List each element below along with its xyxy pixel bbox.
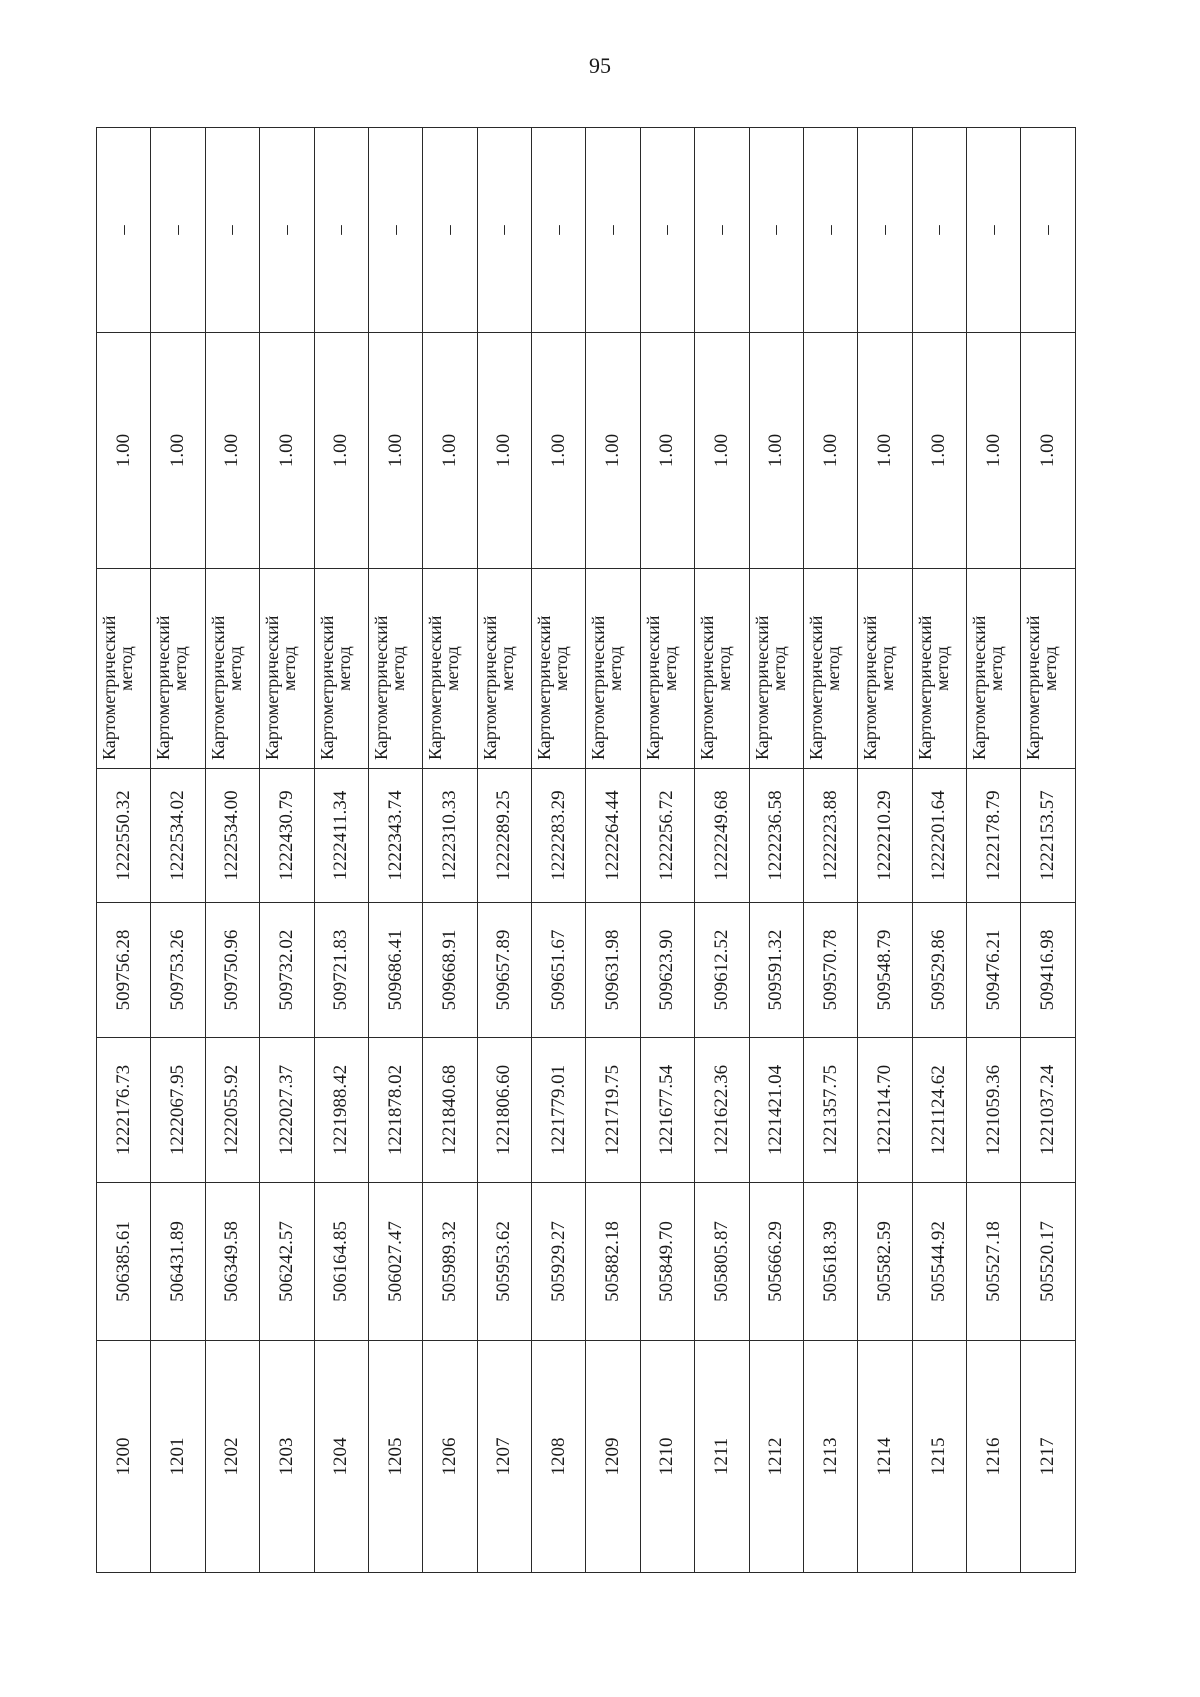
method-line-1: Картометрический [697, 615, 718, 760]
accuracy-cell: 1.00 [803, 333, 857, 569]
note-cell: – [151, 128, 205, 333]
method-line-1: Картометрический [99, 615, 119, 760]
accuracy-cell: 1.00 [151, 333, 205, 569]
note-cell: – [803, 128, 857, 333]
accuracy-cell: 1.00 [205, 333, 259, 569]
coord-y1-cell: 1221622.36 [695, 1038, 749, 1183]
point-number-cell: 1217 [1021, 1341, 1076, 1573]
method-line-1: Картометрический [751, 615, 772, 760]
coord-y2-cell: 1222210.29 [858, 769, 912, 903]
point-number-cell: 1210 [640, 1341, 694, 1573]
coord-x2-cell: 509686.41 [368, 903, 422, 1038]
coord-x1-cell: 505527.18 [967, 1183, 1021, 1341]
coord-x2-cell: 509750.96 [205, 903, 259, 1038]
note-cell: – [260, 128, 314, 333]
point-number-cell: 1208 [532, 1341, 586, 1573]
table-row [1021, 128, 1076, 1573]
point-number-cell: 1212 [749, 1341, 803, 1573]
point-number-cell: 1211 [695, 1341, 749, 1573]
coord-x2-cell: 509631.98 [586, 903, 640, 1038]
coord-y2-cell: 1222201.64 [912, 769, 966, 903]
note-cell: – [912, 128, 966, 333]
method-line-2: метод [877, 646, 898, 691]
coord-y1-cell: 1221840.68 [423, 1038, 477, 1183]
coord-x1-cell: 505582.59 [858, 1183, 912, 1341]
method-line-1: Картометрический [370, 615, 391, 760]
method-cell [205, 569, 259, 769]
coord-x1-cell: 505520.17 [1021, 1183, 1076, 1341]
point-number-cell: 1203 [260, 1341, 314, 1573]
note-cell: – [749, 128, 803, 333]
coord-x2-cell: 509732.02 [260, 903, 314, 1038]
coord-y2-cell: 1222249.68 [695, 769, 749, 903]
accuracy-cell: 1.00 [314, 333, 368, 569]
coord-y1-cell: 1221214.70 [858, 1038, 912, 1183]
point-number-cell: 1216 [967, 1341, 1021, 1573]
table-row [97, 128, 151, 1573]
method-cell [749, 569, 803, 769]
coord-y2-cell: 1222223.88 [803, 769, 857, 903]
note-cell: – [314, 128, 368, 333]
table-row [912, 128, 966, 1573]
accuracy-cell: 1.00 [423, 333, 477, 569]
method-line-1: Картометрический [207, 615, 228, 760]
coord-x2-cell: 509548.79 [858, 903, 912, 1038]
table-row [803, 128, 857, 1573]
method-line-2: метод [768, 646, 789, 691]
coord-y1-cell: 1221357.75 [803, 1038, 857, 1183]
table-row [477, 128, 531, 1573]
method-cell [314, 569, 368, 769]
coord-x1-cell: 506349.58 [205, 1183, 259, 1341]
coord-y1-cell: 1221878.02 [368, 1038, 422, 1183]
point-number-cell: 1201 [151, 1341, 205, 1573]
coord-x2-cell: 509612.52 [695, 903, 749, 1038]
method-cell [97, 569, 151, 769]
note-cell: – [640, 128, 694, 333]
method-line-1: Картометрический [969, 615, 989, 760]
coord-y2-cell: 1222550.32 [97, 769, 151, 903]
point-number-cell: 1206 [423, 1341, 477, 1573]
accuracy-cell: 1.00 [586, 333, 640, 569]
method-line-2: метод [605, 646, 626, 691]
coord-y2-cell: 1222236.58 [749, 769, 803, 903]
method-cell [532, 569, 586, 769]
coord-x1-cell: 505929.27 [532, 1183, 586, 1341]
coord-x1-cell: 506242.57 [260, 1183, 314, 1341]
coord-x2-cell: 509756.28 [97, 903, 151, 1038]
coord-x2-cell: 509476.21 [967, 903, 1021, 1038]
note-cell: – [423, 128, 477, 333]
point-number-cell: 1202 [205, 1341, 259, 1573]
method-line-2: метод [714, 646, 735, 691]
coord-x2-cell: 509657.89 [477, 903, 531, 1038]
coord-x1-cell: 505953.62 [477, 1183, 531, 1341]
method-line-2: метод [333, 646, 354, 691]
method-cell [423, 569, 477, 769]
point-number-cell: 1213 [803, 1341, 857, 1573]
method-line-1: Картометрический [153, 615, 174, 760]
coord-x2-cell: 509416.98 [1021, 903, 1076, 1038]
accuracy-cell: 1.00 [477, 333, 531, 569]
method-cell [586, 569, 640, 769]
method-line-1: Картометрический [914, 615, 935, 760]
coord-x1-cell: 505805.87 [695, 1183, 749, 1341]
coord-x2-cell: 509591.32 [749, 903, 803, 1038]
coord-x1-cell: 506164.85 [314, 1183, 368, 1341]
coord-x2-cell: 509651.67 [532, 903, 586, 1038]
coord-x1-cell: 505882.18 [586, 1183, 640, 1341]
coordinates-table [96, 128, 1076, 1573]
coord-x2-cell: 509529.86 [912, 903, 966, 1038]
point-number-cell: 1200 [97, 1341, 151, 1573]
coord-y1-cell: 1221988.42 [314, 1038, 368, 1183]
coord-x1-cell: 505618.39 [803, 1183, 857, 1341]
method-cell [695, 569, 749, 769]
note-cell: – [368, 128, 422, 333]
method-line-2: метод [931, 646, 952, 691]
table-row [314, 128, 368, 1573]
method-cell [368, 569, 422, 769]
method-line-2: метод [551, 646, 571, 691]
accuracy-cell: 1.00 [1021, 333, 1076, 569]
page-number: 95 [589, 53, 611, 78]
table-row [423, 128, 477, 1573]
accuracy-cell: 1.00 [260, 333, 314, 569]
table-row [260, 128, 314, 1573]
accuracy-cell: 1.00 [97, 333, 151, 569]
coord-x2-cell: 509668.91 [423, 903, 477, 1038]
method-line-1: Картометрический [642, 615, 663, 760]
coord-y2-cell: 1222411.34 [314, 769, 368, 903]
method-cell [967, 569, 1021, 769]
accuracy-cell: 1.00 [695, 333, 749, 569]
coord-x1-cell: 505989.32 [423, 1183, 477, 1341]
method-line-1: Картометрический [805, 615, 826, 760]
method-line-2: метод [496, 646, 517, 691]
method-line-1: Картометрический [588, 615, 609, 760]
table-row [640, 128, 694, 1573]
accuracy-cell: 1.00 [749, 333, 803, 569]
coord-y2-cell: 1222153.57 [1021, 769, 1076, 903]
coord-x1-cell: 506027.47 [368, 1183, 422, 1341]
table-row [532, 128, 586, 1573]
note-cell: – [1021, 128, 1076, 333]
coord-y1-cell: 1222176.73 [97, 1038, 151, 1183]
coord-y1-cell: 1221779.01 [532, 1038, 586, 1183]
coord-x1-cell: 506385.61 [97, 1183, 151, 1341]
method-line-1: Картометрический [316, 615, 337, 760]
method-line-2: метод [659, 646, 680, 691]
coord-y2-cell: 1222534.00 [205, 769, 259, 903]
note-cell: – [532, 128, 586, 333]
point-number-cell: 1215 [912, 1341, 966, 1573]
method-line-1: Картометрический [860, 615, 881, 760]
coord-y1-cell: 1222027.37 [260, 1038, 314, 1183]
note-cell: – [858, 128, 912, 333]
method-cell [1021, 569, 1076, 769]
coord-x1-cell: 505849.70 [640, 1183, 694, 1341]
method-cell [858, 569, 912, 769]
coord-y1-cell: 1221719.75 [586, 1038, 640, 1183]
table-row [858, 128, 912, 1573]
coord-y2-cell: 1222534.02 [151, 769, 205, 903]
method-cell [803, 569, 857, 769]
point-number-cell: 1207 [477, 1341, 531, 1573]
accuracy-cell: 1.00 [858, 333, 912, 569]
method-line-1: Картометрический [479, 615, 500, 760]
coord-x1-cell: 506431.89 [151, 1183, 205, 1341]
table-row [695, 128, 749, 1573]
method-cell [151, 569, 205, 769]
coord-x2-cell: 509623.90 [640, 903, 694, 1038]
coord-y1-cell: 1222055.92 [205, 1038, 259, 1183]
point-number-cell: 1209 [586, 1341, 640, 1573]
coord-y2-cell: 1222289.25 [477, 769, 531, 903]
method-cell [912, 569, 966, 769]
coord-y1-cell: 1222067.95 [151, 1038, 205, 1183]
coord-y2-cell: 1222343.74 [368, 769, 422, 903]
coord-y2-cell: 1222178.79 [967, 769, 1021, 903]
coord-x2-cell: 509721.83 [314, 903, 368, 1038]
method-line-1: Картометрический [425, 615, 446, 760]
coord-y1-cell: 1221037.24 [1021, 1038, 1076, 1183]
point-number-cell: 1205 [368, 1341, 422, 1573]
method-cell [260, 569, 314, 769]
method-line-2: метод [279, 646, 300, 691]
method-line-2: метод [822, 646, 843, 691]
table-row [205, 128, 259, 1573]
coord-x2-cell: 509753.26 [151, 903, 205, 1038]
point-number-cell: 1204 [314, 1341, 368, 1573]
note-cell: – [695, 128, 749, 333]
coord-y2-cell: 1222310.33 [423, 769, 477, 903]
accuracy-cell: 1.00 [532, 333, 586, 569]
note-cell: – [967, 128, 1021, 333]
note-cell: – [586, 128, 640, 333]
note-cell: – [97, 128, 151, 333]
method-line-1: Картометрический [1023, 615, 1044, 760]
method-line-1: Картометрический [534, 615, 554, 760]
coord-y1-cell: 1221124.62 [912, 1038, 966, 1183]
method-line-1: Картометрический [262, 615, 283, 760]
accuracy-cell: 1.00 [967, 333, 1021, 569]
accuracy-cell: 1.00 [640, 333, 694, 569]
method-line-2: метод [116, 646, 136, 691]
table-row [749, 128, 803, 1573]
table-row [151, 128, 205, 1573]
coord-y1-cell: 1221059.36 [967, 1038, 1021, 1183]
coord-x1-cell: 505666.29 [749, 1183, 803, 1341]
table-row [586, 128, 640, 1573]
note-cell: – [477, 128, 531, 333]
coord-y2-cell: 1222430.79 [260, 769, 314, 903]
method-line-2: метод [986, 646, 1006, 691]
coord-y1-cell: 1221421.04 [749, 1038, 803, 1183]
method-line-2: метод [442, 646, 463, 691]
coord-y1-cell: 1221806.60 [477, 1038, 531, 1183]
accuracy-cell: 1.00 [912, 333, 966, 569]
table-row [967, 128, 1021, 1573]
coord-y2-cell: 1222264.44 [586, 769, 640, 903]
coord-y1-cell: 1221677.54 [640, 1038, 694, 1183]
point-number-cell: 1214 [858, 1341, 912, 1573]
method-line-2: метод [170, 646, 191, 691]
method-line-2: метод [387, 646, 408, 691]
method-line-2: метод [224, 646, 245, 691]
coord-x1-cell: 505544.92 [912, 1183, 966, 1341]
accuracy-cell: 1.00 [368, 333, 422, 569]
method-cell [477, 569, 531, 769]
coord-y2-cell: 1222256.72 [640, 769, 694, 903]
note-cell: – [205, 128, 259, 333]
coord-y2-cell: 1222283.29 [532, 769, 586, 903]
table-row [368, 128, 422, 1573]
method-cell [640, 569, 694, 769]
method-line-2: метод [1040, 646, 1061, 691]
coord-x2-cell: 509570.78 [803, 903, 857, 1038]
